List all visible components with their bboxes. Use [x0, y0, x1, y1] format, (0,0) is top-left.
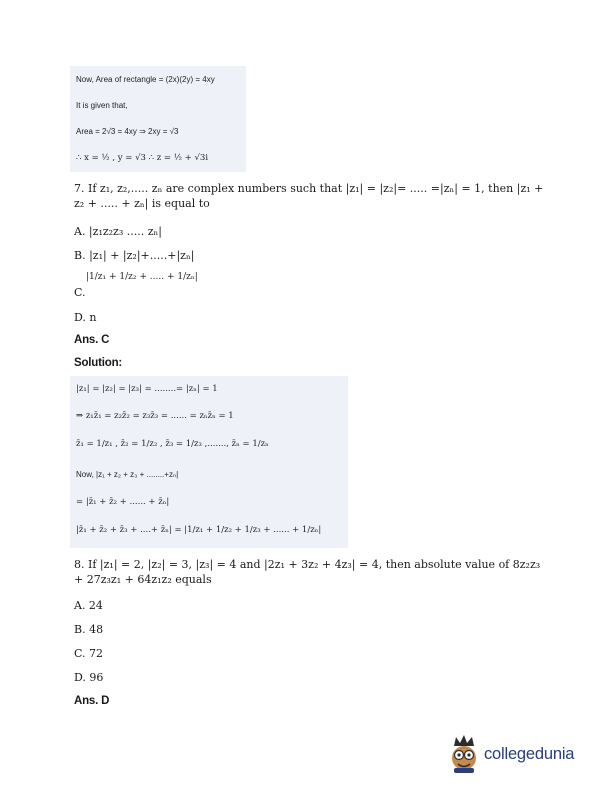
- q8-option-a: A. 24: [74, 599, 103, 612]
- q7-option-b: B. |z₁| + |z₂|+.....+|zₙ|: [74, 249, 195, 262]
- q8-answer: Ans. D: [74, 695, 110, 707]
- solution-label: Solution:: [74, 357, 123, 369]
- area-equation-line: Area = 2√3 = 4xy ⇒ 2xy = √3: [76, 127, 179, 136]
- solution-line-6: |z̄₁ + z̄₂ + z̄₃ + ....+ z̄ₙ| = |1/z₁ + 1/z₂ + 1/z₃ + ...... + 1/zₙ|: [76, 525, 322, 535]
- owl-mascot-icon: [446, 734, 482, 774]
- area-line: Now, Area of rectangle = (2x)(2y) = 4xy: [76, 75, 215, 84]
- solution-line-5: = |z̄₁ + z̄₂ + ...... + z̄ₙ|: [76, 497, 170, 507]
- given-line: It is given that,: [76, 101, 128, 110]
- solution-panel: [70, 376, 348, 548]
- brand-name: collegedunia: [484, 745, 575, 763]
- q7-option-a: A. |z₁z₂z₃ ..... zₙ|: [74, 225, 162, 238]
- q8-option-b: B. 48: [74, 623, 104, 636]
- result-line: ∴ x = ½ , y = √3 ∴ z = ½ + √3i: [76, 153, 209, 163]
- q7-answer: Ans. C: [74, 334, 110, 346]
- question-8-text: 8. If |z₁| = 2, |z₂| = 3, |z₃| = 4 and |2z₁ + 3z₂ + 4z₃| = 4, then absolute value of 8z₂z₃ + 27z₃z₁ + 64z₁z₂ equals: [74, 558, 541, 586]
- solution-line-2: ⇒ z₁z̄₁ = z₂z̄₂ = z₃z̄₃ = ...... = zₙz̄ₙ = 1: [76, 411, 234, 421]
- solution-line-3: z̄₁ = 1/z₁ , z̄₂ = 1/z₂ , z̄₃ = 1/z₃ ,......., z̄ₙ = 1/zₙ: [76, 439, 269, 449]
- question-7-text: 7. If z₁, z₂,..... zₙ are complex numbers such that |z₁| = |z₂|= ..... =|zₙ| = 1, then |z₁ + z₂ + ..... + zₙ| is equal to: [74, 182, 544, 210]
- q7-option-c-math: |1/z₁ + 1/z₂ + ..... + 1/zₙ|: [86, 272, 198, 282]
- q7-option-d: D. n: [74, 311, 97, 324]
- q8-option-d: D. 96: [74, 671, 104, 684]
- q7-option-c: C.: [74, 286, 86, 299]
- q8-option-c: C. 72: [74, 647, 104, 660]
- solution-line-1: |z₁| = |z₂| = |z₃| = ........= |zₙ| = 1: [76, 384, 218, 394]
- solution-line-4: Now, |z₁ + z₂ + z₃ + ........+zₙ|: [76, 470, 179, 479]
